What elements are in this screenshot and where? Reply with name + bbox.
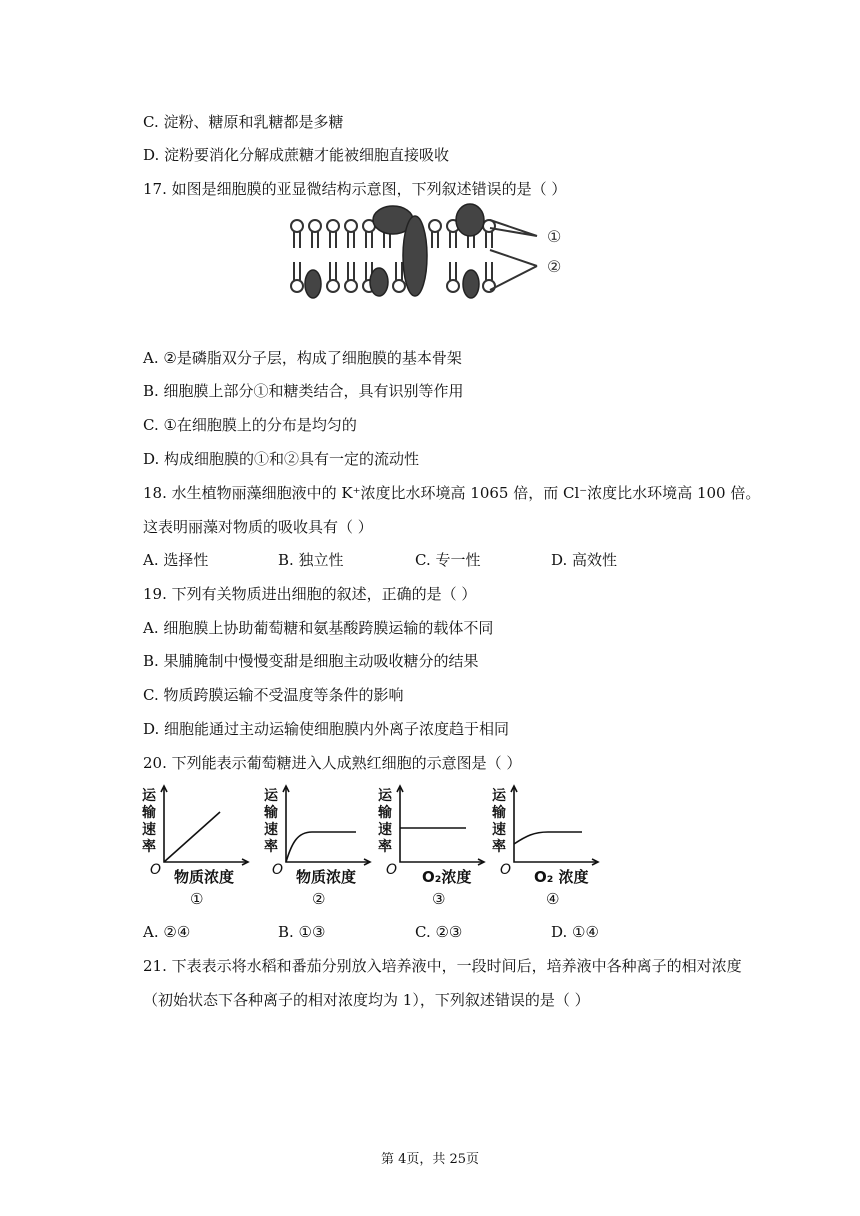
graph-1-xlabel: 物质浓度 (174, 868, 235, 886)
cell-membrane-diagram (285, 200, 585, 310)
graph-1 (141, 788, 234, 908)
svg-text:运: 运 (378, 788, 392, 804)
protein-transmembrane (403, 216, 427, 296)
q16-option-d: D. 淀粉要消化分解成蔗糖才能被细胞直接吸收 (143, 146, 450, 164)
svg-text:输: 输 (142, 805, 156, 821)
graph-2-number: ② (312, 890, 326, 908)
q18-option-c: C. 专一性 (415, 551, 481, 569)
protein-bottom-3 (463, 270, 479, 298)
page-footer: 第 4页，共 25页 (380, 1152, 480, 1167)
svg-text:率: 率 (378, 839, 392, 855)
curve-2-saturating (286, 832, 356, 862)
svg-text:运: 运 (142, 788, 156, 804)
q20-option-c: C. ②③ (415, 923, 463, 941)
graph-2 (263, 788, 356, 908)
svg-text:O: O (386, 862, 398, 878)
svg-text:率: 率 (142, 839, 156, 855)
svg-text:速: 速 (142, 822, 156, 838)
q17-option-c: C. ①在细胞膜上的分布是均匀的 (143, 416, 357, 434)
graph-3-xlabel: O₂浓度 (422, 868, 472, 886)
q21-stem-line1: 21. 下表表示将水稻和番茄分别放入培养液中，一段时间后，培养液中各种离子的相对浓度 (143, 957, 742, 975)
q18-option-b: B. 独立性 (278, 551, 344, 569)
q18-option-d: D. 高效性 (551, 551, 618, 569)
q20-option-a: A. ②④ (143, 923, 191, 941)
svg-text:率: 率 (492, 839, 506, 855)
q18-stem-line1: 18. 水生植物丽藻细胞液中的 K⁺浓度比水环境高 1065 倍，而 Cl⁻浓度比水环境高 100 倍。 (143, 484, 761, 502)
q17-option-d: D. 构成细胞膜的①和②具有一定的流动性 (143, 450, 420, 468)
graph-3-number: ③ (432, 890, 446, 908)
membrane-label-1: ① (547, 227, 562, 246)
q19-option-c: C. 物质跨膜运输不受温度等条件的影响 (143, 686, 404, 704)
svg-text:速: 速 (378, 822, 392, 838)
graph-3 (377, 788, 471, 908)
q17-option-b: B. 细胞膜上部分①和糖类结合，具有识别等作用 (143, 382, 464, 400)
svg-text:输: 输 (492, 805, 506, 821)
q20-option-b: B. ①③ (278, 923, 326, 941)
protein-top-right (456, 204, 484, 236)
curve-1-linear (164, 812, 220, 862)
svg-text:速: 速 (264, 822, 278, 838)
q17-option-a: A. ②是磷脂双分子层，构成了细胞膜的基本骨架 (143, 349, 462, 367)
q18-stem-line2: 这表明丽藻对物质的吸收具有（ ） (143, 518, 373, 536)
svg-text:O: O (150, 862, 162, 878)
svg-text:输: 输 (264, 805, 278, 821)
q18-option-a: A. 选择性 (143, 551, 209, 569)
q21-stem-line2: （初始状态下各种离子的相对浓度均为 1），下列叙述错误的是（ ） (143, 991, 590, 1009)
graph-2-xlabel: 物质浓度 (296, 868, 357, 886)
q19-option-a: A. 细胞膜上协助葡萄糖和氨基酸跨膜运输的载体不同 (143, 619, 494, 637)
svg-text:O: O (272, 862, 284, 878)
q19-option-b: B. 果脯腌制中慢慢变甜是细胞主动吸收糖分的结果 (143, 652, 479, 670)
svg-text:输: 输 (378, 805, 392, 821)
svg-text:运: 运 (264, 788, 278, 804)
q16-option-c: C. 淀粉、糖原和乳糖都是多糖 (143, 113, 344, 131)
curve-4-rising-plateau (514, 832, 582, 844)
svg-text:率: 率 (264, 839, 278, 855)
q19-option-d: D. 细胞能通过主动运输使细胞膜内外离子浓度趋于相同 (143, 720, 510, 738)
graph-4-xlabel: O₂ 浓度 (534, 868, 589, 886)
protein-bottom-2 (370, 268, 388, 296)
protein-bottom-1 (305, 270, 321, 298)
q19-stem: 19. 下列有关物质进出细胞的叙述，正确的是（ ） (143, 585, 477, 603)
q17-stem: 17. 如图是细胞膜的亚显微结构示意图，下列叙述错误的是（ ） (143, 180, 567, 198)
transport-rate-graphs (140, 782, 620, 912)
graph-4-number: ④ (546, 890, 560, 908)
svg-text:运: 运 (492, 788, 506, 804)
q20-option-d: D. ①④ (551, 923, 599, 941)
membrane-label-2: ② (547, 257, 562, 276)
graph-4 (491, 788, 589, 908)
svg-text:O: O (500, 862, 512, 878)
graph-1-number: ① (190, 890, 204, 908)
q20-stem: 20. 下列能表示葡萄糖进入人成熟红细胞的示意图是（ ） (143, 754, 522, 772)
svg-text:速: 速 (492, 822, 506, 838)
